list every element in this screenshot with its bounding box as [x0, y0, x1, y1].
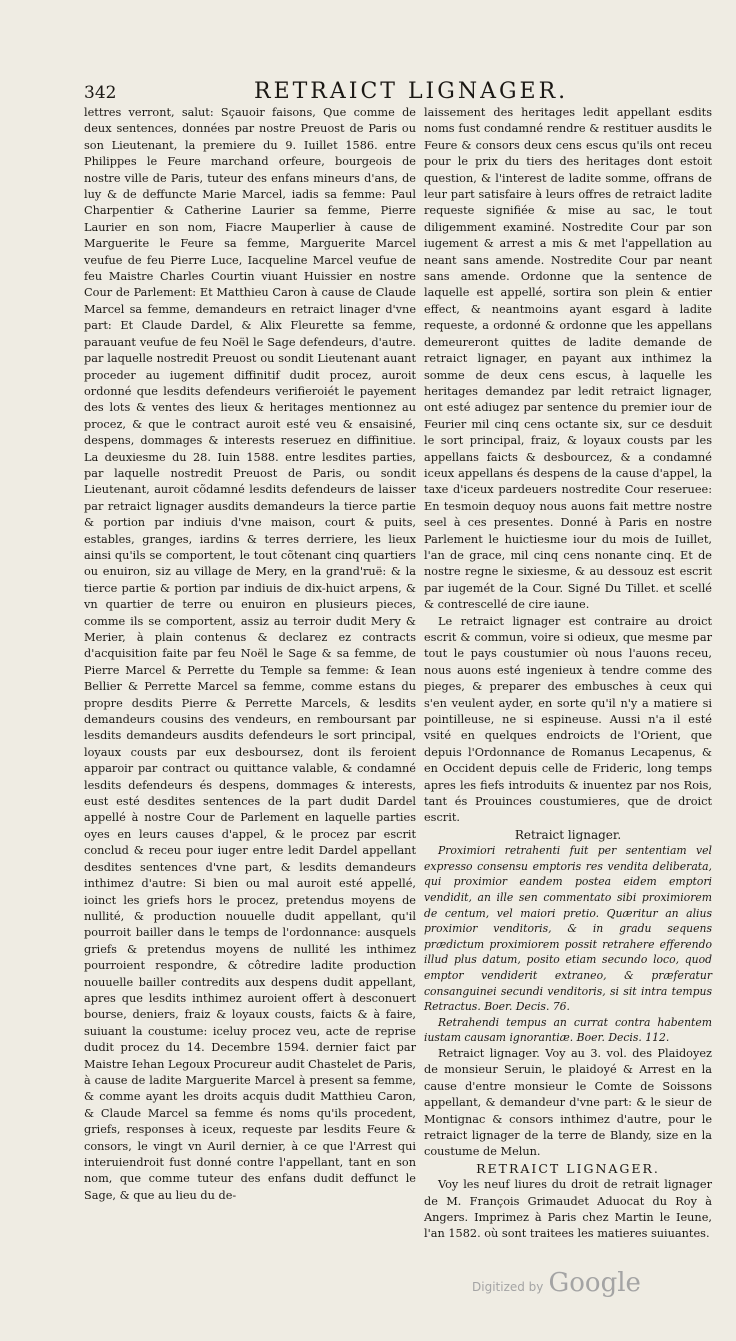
- page-number: 342: [84, 83, 117, 103]
- closing-paragraph: Voy les neuf liures du droit de retrait lignager de M. François Grimaudet Aduocat du Roy à Angers. Imprimez à Paris chez Martin le Ieune, l'an 1582. où sont traitees les matieres suiuantes.: [424, 1178, 712, 1241]
- latin-paragraph-2: Retrahendi tempus an currat contra habentem iustam causam ignorantiæ. Boer. Decis. 112.: [424, 1015, 712, 1045]
- latin-paragraph-1: Proximiori retrahenti fuit per sententiam vel expresso consensu emptoris res vendita deliberata, qui proximior eandem postea eidem emptori vendidit, an ille sen commentato sibi proximiorem de centum, vel maiori pretio. Quæritur an alius proximior venditoris, & in gradu sequens prædictum proximiorem possit retrahere efferendo illud plus datum, posito etiam secundo loco, quod emptor vendiderit extraneo, & præferatur consanguinei secundi venditoris, si sit intra tempus Retractus. Boer. Decis. 76.: [424, 844, 712, 1014]
- page-header: [84, 79, 692, 105]
- right-column: [424, 105, 712, 1243]
- left-column-text: lettres verront, salut: Sçauoir faisons, Que comme de deux sentences, données par nostre Preuost de Paris ou son Lieutenant, la premiere du 9. Iuillet 1586. entre Philippes le Feure marchand orfeure, bourgeois de nostre ville de Paris, tuteur des enfans mineurs d'ans, de luy & de deffuncte Marie Marcel, iadis sa femme: Paul Charpentier & Catherine Laurier sa femme, Pierre Laurier en son nom, Fiacre Mauperlier à cause de Marguerite le Feure sa femme, Marguerite Marcel veufue de feu Pierre Luce, Iacqueline Marcel veufue de feu Maistre Charles Courtin viuant Huissier en nostre Cour de Parlement: Et Matthieu Caron à cause de Claude Marcel sa femme, demandeurs en retraict linager d'vne part: Et Claude Dardel, & Alix Fleurette sa femme, parauant veufue de feu Noël le Sage defendeurs, d'autre. par laquelle nostredit Preuost ou sondit Lieutenant auant proceder au iugement diffinitif dudit procez, auroit ordonné que lesdits defendeurs verifieroiét le payement des lots & ventes des lieux & heritages mentionnez au procez, & que le contract auroit esté veu & ensaisiné, despens, dommages & interests reseruez en diffinitiue. La deuxiesme du 28. Iuin 1588. entre lesdites parties, par laquelle nostredit Preuost de Paris, ou sondit Lieutenant, auroit cõdamné lesdits defendeurs de laisser par retraict lignager ausdits demandeurs la tierce partie & portion par indiuis d'vne maison, court & puits, estables, granges, iardins & terres derriere, les lieux ainsi qu'ils se comportent, le tout cõtenant cinq quartiers ou enuiron, siz au village de Mery, en la grand'ruë: & la tierce partie & portion par indiuis de dix-huict arpens, & vn quartier de terre ou enuiron en plusieurs pieces, comme ils se comportent, assiz au terroir dudit Mery & Merier, à plain contenus & declarez ez contracts d'acquisition faite par feu Noël le Sage & sa femme, de Pierre Marcel & Perrette du Temple sa femme: & Iean Bellier & Perrette Marcel sa femme, comme estans du propre desdits Pierre & Perrette Marcels, & lesdits demandeurs cousins des vendeurs, en remboursant par lesdits demandeurs ausdits defendeurs le sort principal, loyaux cousts par eux desboursez, dont ils feroient apparoir par contract ou quittance valable, & condamné lesdits defendeurs és despens, dommages & interests, eust esté desdites sentences de la part dudit Dardel appellé à nostre Cour de Parlement en laquelle parties oyes en leurs causes d'appel, & le procez par escrit conclud & receu pour iuger entre ledit Dardel appellant desdites sentences d'vne part, & lesdits demandeurs inthimez d'autre: Si bien ou mal auroit esté appellé, ioinct les griefs hors le procez, pretendus moyens de nullité, & production nouuelle dudit appellant, qu'il pourroit bailler dans le temps de l'ordonnance: ausquels griefs & pretendus moyens de nullité les inthimez pourroient respondre, & côtredire ladite production nouuelle bailler contredits aux despens dudit appellant, apres que lesdits inthimez auroient offert à desconuert bourse, deniers, fraiz & loyaux cousts, faicts & à faire, suiuant la coustume: iceluy procez veu, acte de reprise dudit procez du 14. Decembre 1594. dernier faict par Maistre Iehan Legoux Procureur audit Chastelet de Paris, à cause de ladite Marguerite Marcel à present sa femme, & comme ayant les droits acquis dudit Matthieu Caron, & Claude Marcel sa femme és noms qu'ils procedent, griefs, responses à iceux, requeste par lesdits Feure & consors, le vingt vn Auril dernier, à ce que l'Arrest qui interuiendroit fust donné contre l'appellant, tant en son nom, que comme tuteur des enfans dudit deffunct le Sage, & que au lieu du de-: [84, 106, 417, 1202]
- section-title: Retraict lignager.: [514, 827, 622, 842]
- running-title: RETRAICT LIGNAGER.: [254, 79, 569, 104]
- watermark-brand: Google: [548, 1268, 641, 1298]
- commentary-paragraph: Le retraict lignager est contraire au droict escrit & commun, voire si odieux, que mesme par tout le pays coustumier où nous l'auons receu, nous auons esté ingenieux à tendre comme des pieges, & preparer des embusches à ceux qui s'en veulent ayder, en sorte qu'il n'y a matiere si pointilleuse, ne si espineuse. Aussi n'a il esté vsité en quelques endroicts de l'Orient, que depuis l'Ordonnance de Romanus Lecapenus, & en Occident depuis celle de Frideric, long temps apres les fiefs introduits & inuentez par nos Rois, tant és Prouinces coustumieres, que de droict escrit.: [424, 614, 712, 825]
- arrest-conclusion-paragraph: laissement des heritages ledit appellant esdits noms fust condamné rendre & restituer ausdits le Feure & consors deux cens escus qu'ils ont receu pour le prix du tiers des heritages dont estoit question, & l'interest de ladite somme, offrans de leur part satisfaire à leurs offres de retraict ladite requeste signifiée & mise au sac, le tout diligemment examiné. Nostredite Cour par son iugement & arrest a mis & met l'appellation au neant sans amende. Nostredite Cour par neant sans amende. Ordonne que la sentence de laquelle est appellé, sortira son plein & entier effect, & neantmoins ayant esgard à ladite requeste, a ordonné & ordonne que les appellans demeureront quittes de ladite demande de retraict lignager, en payant aux inthimez la somme de deux cens escus, à laquelle les heritages demandez par ledit retraict lignager, ont esté adiugez par sentence du premier iour de Feurier mil cinq cens octante six, sur ce desduit le sort principal, fraiz, & loyaux cousts par les appellans faicts & desbourcez, & a condamné iceux appellans és despens de la cause d'appel, la taxe d'iceux pardeuers nostredite Cour reseruee: En tesmoin dequoy nous auons fait mettre nostre seel à ces presentes. Donné à Paris en nostre Parlement le huictiesme iour du mois de Iuillet, l'an de grace, mil cinq cens nonante cinq. Et de nostre regne le sixiesme, & au dessouz est escrit par iugemét de la Cour. Signé Du Tillet. et scellé & contrescellé de cire iaune.: [424, 106, 712, 612]
- reference-paragraph: Retraict lignager. Voy au 3. vol. des Plaidoyez de monsieur Seruin, le plaidoyé & Arrest en la cause d'entre monsieur le Comte de Soissons appellant, & demandeur d'vne part: & le sieur de Montignac & consors inthimez d'autre, pour le retraict lignager de la terre de Blandy, size en la coustume de Melun.: [424, 1047, 712, 1159]
- caps-heading: RETRAICT LIGNAGER.: [476, 1160, 660, 1176]
- watermark-prefix: Digitized by: [472, 1280, 544, 1294]
- google-watermark: [472, 1268, 641, 1298]
- left-column: [84, 105, 416, 1204]
